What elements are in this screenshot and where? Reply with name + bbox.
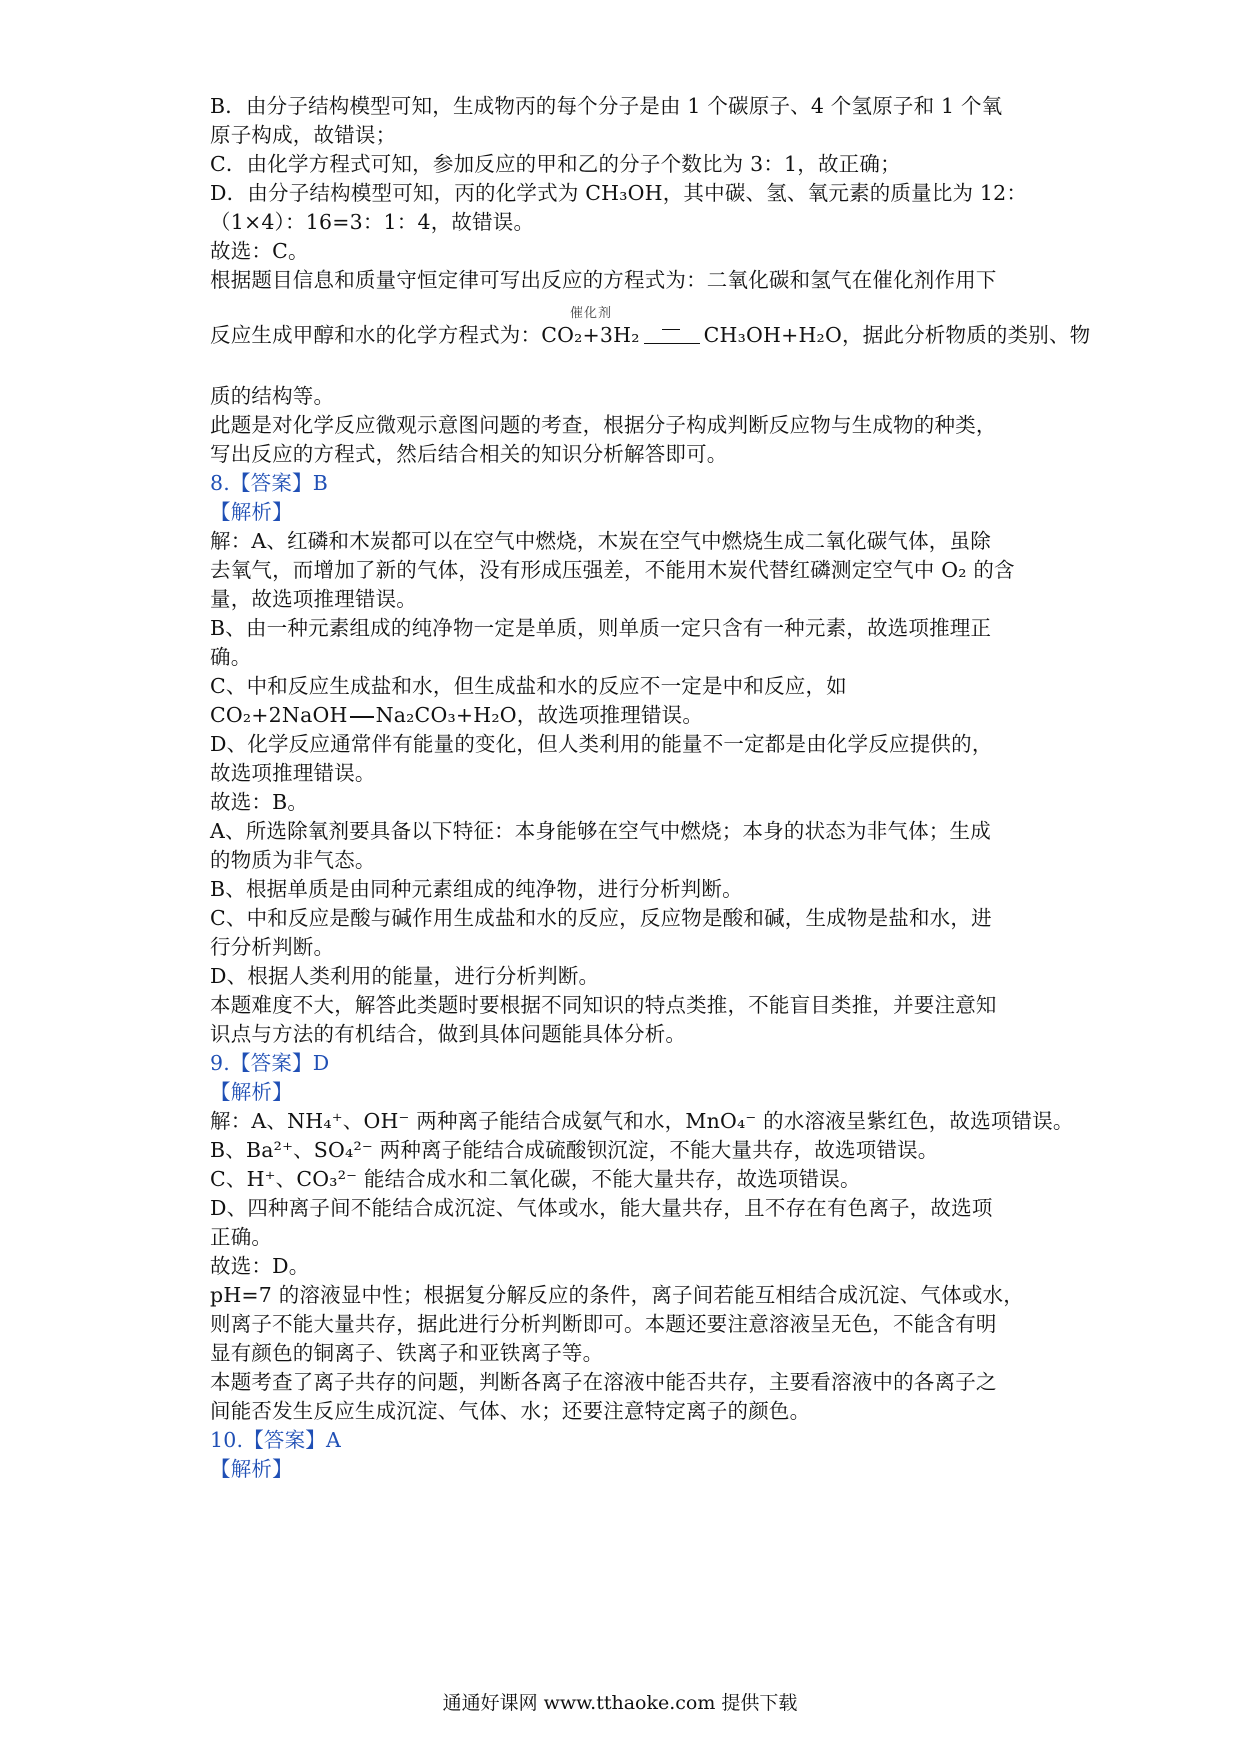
text-line: 识点与方法的有机结合，做到具体问题能具体分析。 bbox=[210, 1022, 687, 1046]
equation-line bbox=[210, 701, 703, 729]
equation-reactants: CO₂+2NaOH bbox=[210, 703, 348, 727]
answer-heading-8: 8.【答案】B bbox=[210, 471, 329, 495]
equation-line bbox=[210, 321, 1090, 349]
analysis-heading-8: 【解析】 bbox=[210, 500, 293, 524]
catalyst-label: 催化剂 bbox=[570, 306, 613, 321]
catalyst-equals-sign bbox=[644, 328, 700, 346]
text-line: 故选：D。 bbox=[210, 1254, 310, 1278]
text-line: D、四种离子间不能结合成沉淀、气体或水，能大量共存，且不存在有色离子，故选项 bbox=[210, 1196, 993, 1220]
text-line: 确。 bbox=[210, 645, 252, 669]
text-line: （1×4）：16=3：1：4，故错误。 bbox=[210, 210, 535, 234]
text-line: B、Ba²⁺、SO₄²⁻ 两种离子能结合成硫酸钡沉淀，不能大量共存，故选项错误。 bbox=[210, 1138, 939, 1162]
text-line: 原子构成，故错误； bbox=[210, 123, 397, 147]
footer-source: 通通好课网 www.tthaoke.com 提供下载 bbox=[442, 1692, 798, 1714]
text-line: B、由一种元素组成的纯净物一定是单质，则单质一定只含有一种元素，故选项推理正 bbox=[210, 616, 992, 640]
text-line: 正确。 bbox=[210, 1225, 273, 1249]
equation-products: Na₂CO₃+H₂O，故选项推理错误。 bbox=[375, 703, 704, 727]
text-line: 行分析判断。 bbox=[210, 935, 335, 959]
text-line: C、中和反应生成盐和水，但生成盐和水的反应不一定是中和反应，如 bbox=[210, 674, 847, 698]
text-line: C、H⁺、CO₃²⁻ 能结合成水和二氧化碳，不能大量共存，故选项错误。 bbox=[210, 1167, 861, 1191]
reaction-dash bbox=[350, 716, 374, 718]
text-line: A、所选除氧剂要具备以下特征：本身能够在空气中燃烧；本身的状态为非气体；生成 bbox=[210, 819, 991, 843]
text-line: C、中和反应是酸与碱作用生成盐和水的反应，反应物是酸和碱，生成物是盐和水，进 bbox=[210, 906, 992, 930]
text-line: 故选：C。 bbox=[210, 239, 309, 263]
equation-prefix: 反应生成甲醇和水的化学方程式为： bbox=[210, 323, 542, 347]
analysis-heading-10: 【解析】 bbox=[210, 1457, 293, 1481]
text-line: D、根据人类利用的能量，进行分析判断。 bbox=[210, 964, 600, 988]
text-line: 故选：B。 bbox=[210, 790, 309, 814]
text-line: pH=7 的溶液显中性；根据复分解反应的条件，离子间若能互相结合成沉淀、气体或水， bbox=[210, 1283, 1024, 1307]
text-line: 间能否发生反应生成沉淀、气体、水；还要注意特定离子的颜色。 bbox=[210, 1399, 811, 1423]
text-line: 写出反应的方程式，然后结合相关的知识分析解答即可。 bbox=[210, 442, 728, 466]
text-line: 量，故选项推理错误。 bbox=[210, 587, 417, 611]
text-line: 质的结构等。 bbox=[210, 384, 335, 408]
text-line: 解：A、红磷和木炭都可以在空气中燃烧，木炭在空气中燃烧生成二氧化碳气体，虽除 bbox=[210, 529, 991, 553]
text-line: B、根据单质是由同种元素组成的纯净物，进行分析判断。 bbox=[210, 877, 743, 901]
text-line: D．由分子结构模型可知，丙的化学式为 CH₃OH，其中碳、氢、氧元素的质量比为 12： bbox=[210, 181, 1028, 205]
equation-products: CH₃OH+H₂O，据此分析物质的类别、物 bbox=[703, 323, 1091, 347]
text-line: C．由化学方程式可知，参加反应的甲和乙的分子个数比为 3：1，故正确； bbox=[210, 152, 901, 176]
text-line: 则离子不能大量共存，据此进行分析判断即可。本题还要注意溶液呈无色，不能含有明 bbox=[210, 1312, 997, 1336]
text-line: 解：A、NH₄⁺、OH⁻ 两种离子能结合成氨气和水，MnO₄⁻ 的水溶液呈紫红色，故选项错误。 bbox=[210, 1109, 1074, 1133]
text-line: 去氧气，而增加了新的气体，没有形成压强差，不能用木炭代替红磷测定空气中 O₂ 的含 bbox=[210, 558, 1015, 582]
text-line: 显有颜色的铜离子、铁离子和亚铁离子等。 bbox=[210, 1341, 604, 1365]
answer-heading-9: 9.【答案】D bbox=[210, 1051, 330, 1075]
text-line: 根据题目信息和质量守恒定律可写出反应的方程式为：二氧化碳和氢气在催化剂作用下 bbox=[210, 268, 997, 292]
text-line: D、化学反应通常伴有能量的变化，但人类利用的能量不一定都是由化学反应提供的， bbox=[210, 732, 993, 756]
text-line: 故选项推理错误。 bbox=[210, 761, 376, 785]
analysis-heading-9: 【解析】 bbox=[210, 1080, 293, 1104]
text-line: 此题是对化学反应微观示意图问题的考查，根据分子构成判断反应物与生成物的种类， bbox=[210, 413, 997, 437]
text-line: 本题考查了离子共存的问题，判断各离子在溶液中能否共存，主要看溶液中的各离子之 bbox=[210, 1370, 997, 1394]
text-line: B．由分子结构模型可知，生成物丙的每个分子是由 1 个碳原子、4 个氢原子和 1 个氧 bbox=[210, 94, 1003, 118]
equation-reactants: CO₂+3H₂ bbox=[541, 323, 640, 347]
text-line: 的物质为非气态。 bbox=[210, 848, 376, 872]
answer-heading-10: 10.【答案】A bbox=[210, 1428, 342, 1452]
text-line: 本题难度不大，解答此类题时要根据不同知识的特点类推，不能盲目类推，并要注意知 bbox=[210, 993, 997, 1017]
